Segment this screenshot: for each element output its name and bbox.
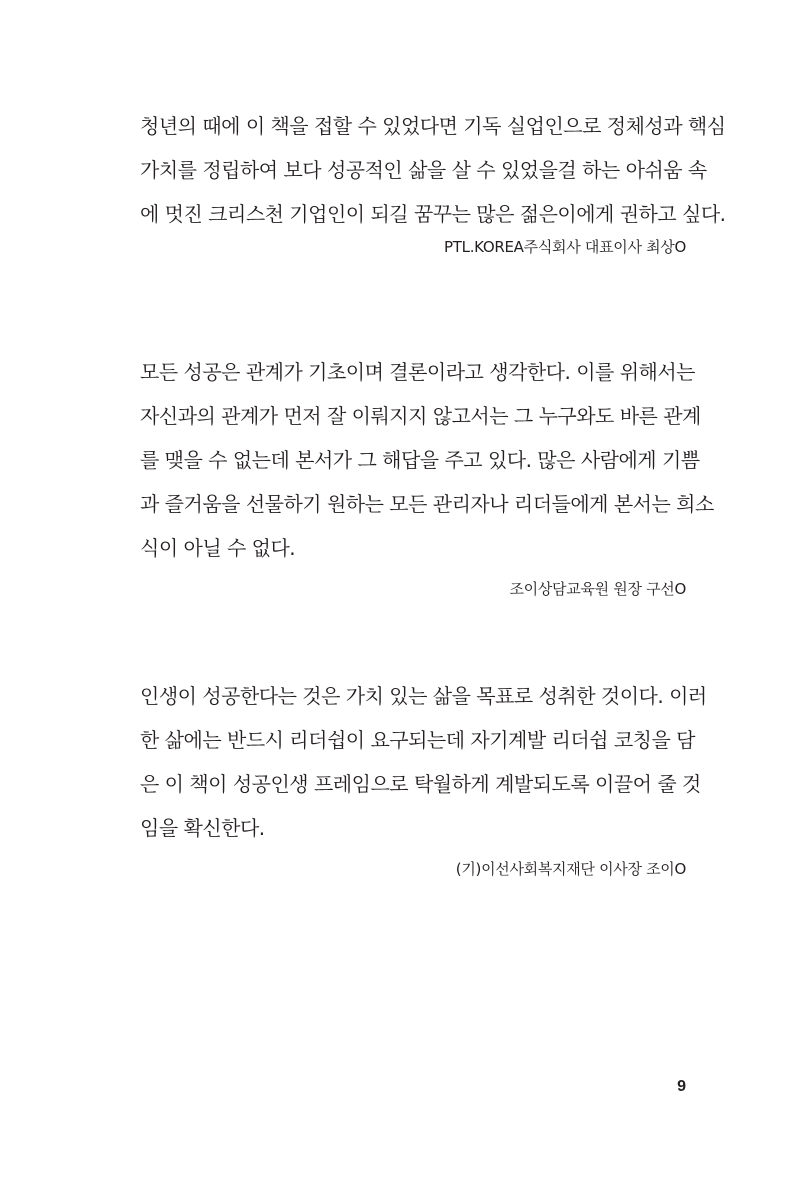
text-line: 모든 성공은 관계가 기초이며 결론이라고 생각한다. 이를 위해서는 [140, 360, 695, 384]
text-line: 과 즐거움을 선물하기 원하는 모든 관리자나 리더들에게 본서는 희소 [140, 492, 714, 516]
text-line: 인생이 성공한다는 것은 가치 있는 삶을 목표로 성취한 것이다. 이러 [140, 684, 707, 708]
page-number: 9 [677, 1078, 686, 1095]
text-line: 청년의 때에 이 책을 접할 수 있었다면 기독 실업인으로 정체성과 핵심 [140, 114, 726, 138]
endorser-signature: PTL.KOREA주식회사 대표이사 최상O [444, 238, 686, 256]
text-line: 식이 아닐 수 없다. [140, 536, 296, 560]
text-line: 자신과의 관계가 먼저 잘 이뤄지지 않고서는 그 누구와도 바른 관계 [140, 404, 701, 428]
endorsement-2 [140, 350, 714, 599]
text-line: 한 삶에는 반드시 리더쉽이 요구되는데 자기계발 리더쉽 코칭을 담 [140, 728, 695, 752]
text-line: 은 이 책이 성공인생 프레임으로 탁월하게 계발되도록 이끌어 줄 것 [140, 772, 701, 796]
endorser-signature: (기)이선사회복지재단 이사장 조이O [455, 860, 686, 878]
text-line: 를 맺을 수 없는데 본서가 그 해답을 주고 있다. 많은 사람에게 기쁨 [140, 448, 700, 472]
text-line: 에 멋진 크리스천 기업인이 되길 꿈꾸는 많은 젊은이에게 권하고 싶다. [140, 202, 726, 226]
endorsement-text [140, 674, 707, 850]
endorsement-3 [140, 674, 707, 879]
endorser-signature: 조이상담교육원 원장 구선O [509, 580, 686, 598]
text-line: 임을 확신한다. [140, 816, 265, 840]
endorsement-text [140, 104, 726, 236]
endorsement-text [140, 350, 714, 570]
endorsement-1 [140, 104, 726, 257]
text-line: 가치를 정립하여 보다 성공적인 삶을 살 수 있었을걸 하는 아쉬움 속 [140, 158, 707, 182]
